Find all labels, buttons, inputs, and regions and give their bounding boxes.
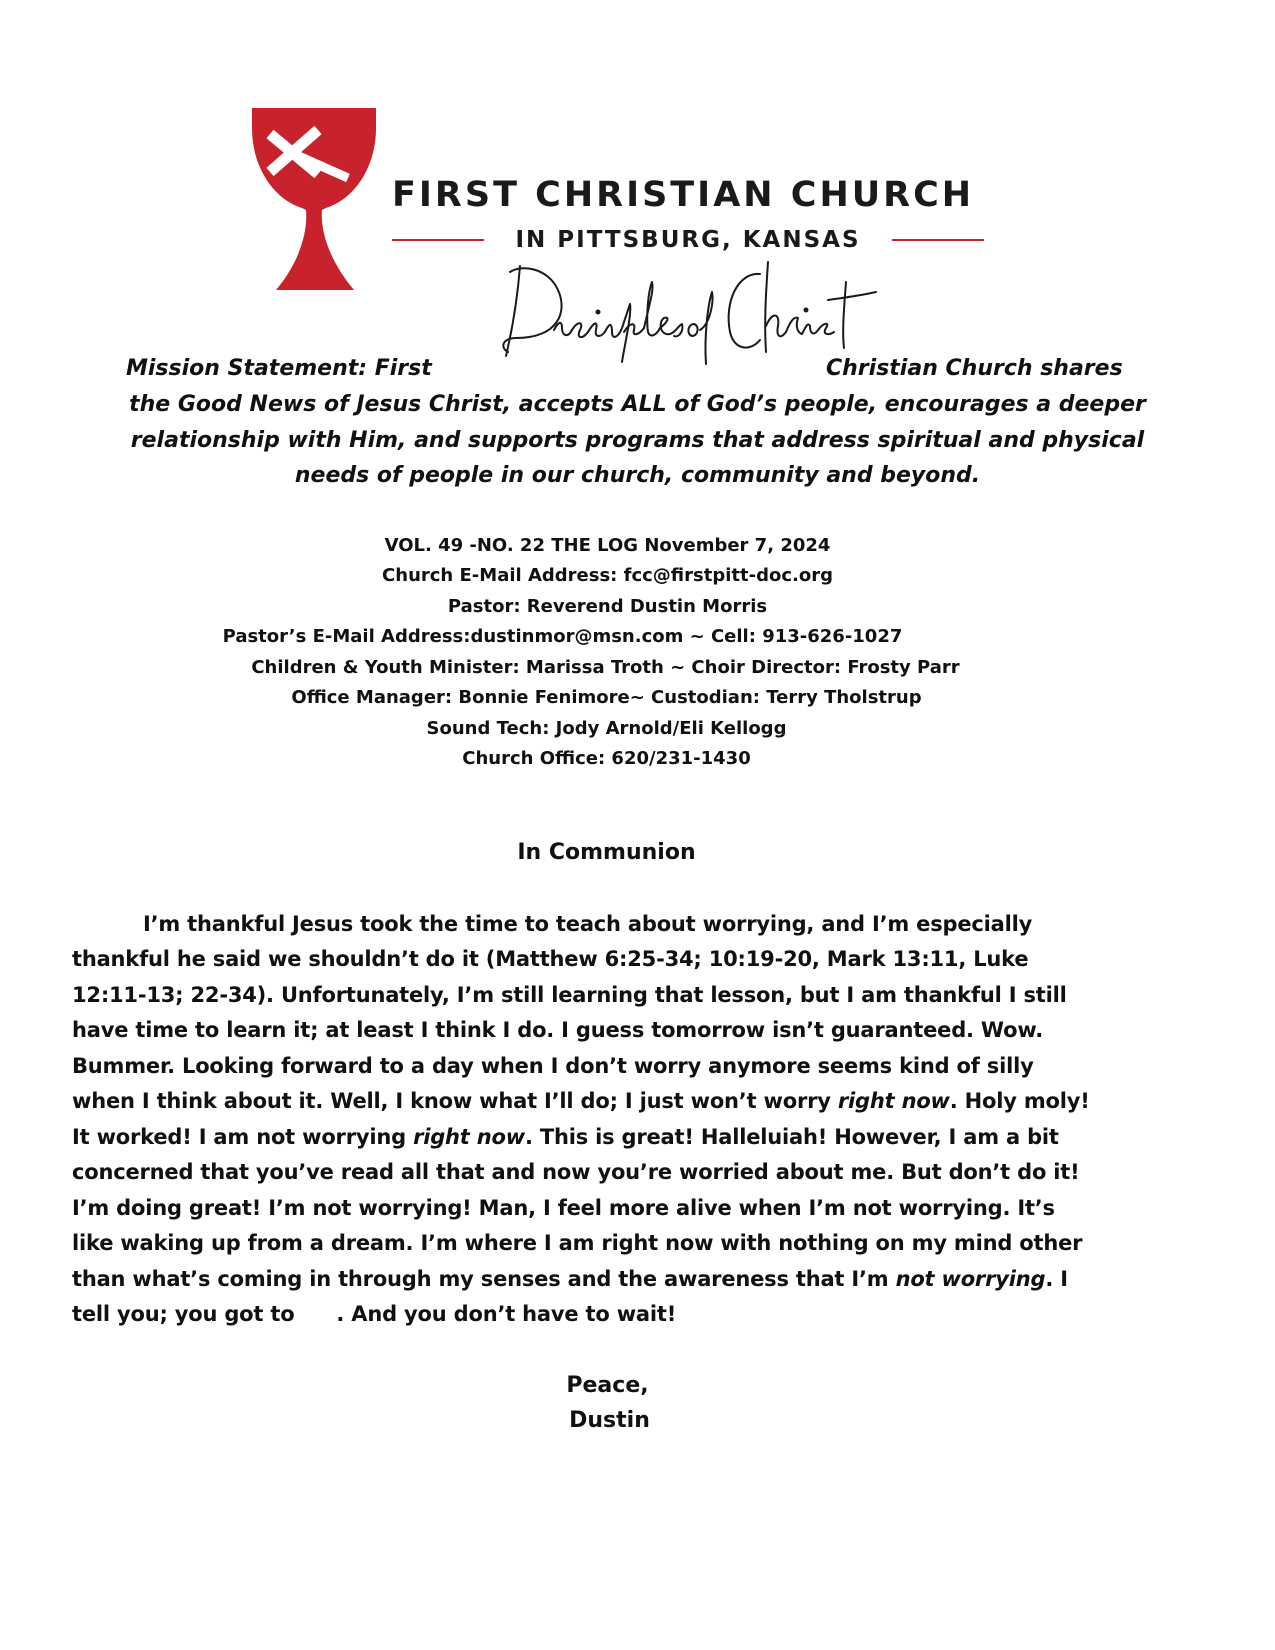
article-line: 12:11-13; 22-34). Unfortunately, I’m still learning that lesson, but I am thankful I still	[72, 983, 1067, 1007]
article-line: concerned that you’ve read all that and now you’re worried about me. But don’t do it!	[72, 1160, 1080, 1184]
article-text: It worked! I am not worrying	[72, 1125, 414, 1149]
article-text: tell you; you got to	[72, 1302, 295, 1326]
article-text: . Holy moly!	[949, 1089, 1090, 1113]
disciples-of-christ-wordmark	[498, 252, 884, 370]
article-line	[72, 1302, 1212, 1326]
right-divider	[892, 239, 984, 241]
mission-line-2: the Good News of Jesus Christ, accepts ALL of God’s people, encourages a deeper	[129, 392, 1146, 417]
mission-line-4: needs of people in our church, community and beyond.	[294, 463, 981, 488]
article-line: I’m doing great! I’m not worrying! Man, I feel more alive when I’m not worrying. It’s	[72, 1196, 1055, 1220]
mission-line-3: relationship with Him, and supports programs that address spiritual and physical	[130, 428, 1145, 453]
article-text: . This is great! Halleluiah! However, I am a bit	[524, 1125, 1059, 1149]
article-emphasis: right now	[413, 1125, 525, 1149]
article-text: when I think about it. Well, I know what I’ll do; I just won’t worry	[72, 1089, 838, 1113]
pastor-name: Pastor: Reverend Dustin Morris	[447, 596, 768, 617]
organization-name: FIRST CHRISTIAN CHURCH	[392, 175, 975, 215]
left-divider	[392, 239, 484, 241]
closing-salutation: Peace,	[566, 1373, 649, 1398]
article-line: Bummer. Looking forward to a day when I don’t worry anymore seems kind of silly	[72, 1054, 1034, 1078]
chalice-with-cross-icon	[252, 108, 376, 290]
article-line: have time to learn it; at least I think I do. I guess tomorrow isn’t guaranteed. Wow.	[72, 1018, 1043, 1042]
sound-tech: Sound Tech: Jody Arnold/Eli Kellogg	[426, 718, 787, 739]
article-line: I’m thankful Jesus took the time to teach about worrying, and I’m especially	[143, 912, 1033, 936]
ministers: Children & Youth Minister: Marissa Troth ~ Choir Director: Frosty Parr	[251, 657, 960, 678]
organization-location: IN PITTSBURG, KANSAS	[515, 227, 861, 253]
pastor-contact: Pastor’s E-Mail Address:dustinmor@msn.com ~ Cell: 913-626-1027	[222, 626, 903, 647]
mission-line-1-left: Mission Statement: First	[126, 356, 432, 381]
article-title: In Communion	[517, 840, 696, 865]
article-line	[72, 1267, 1212, 1291]
article-line: like waking up from a dream. I’m where I am right now with nothing on my mind other	[72, 1231, 1083, 1255]
mission-line-1-right: Christian Church shares	[826, 356, 1123, 381]
article-emphasis: not worrying	[895, 1267, 1046, 1291]
signature-name: Dustin	[569, 1408, 650, 1433]
location-row	[392, 225, 984, 255]
volume-issue-date: VOL. 49 -NO. 22 THE LOG November 7, 2024	[384, 535, 831, 556]
church-email: Church E-Mail Address: fcc@firstpitt-doc.org	[382, 565, 833, 586]
article-line	[72, 1089, 1212, 1113]
article-text: . I	[1045, 1267, 1068, 1291]
article-emphasis: right now	[837, 1089, 950, 1113]
article-text: than what’s coming in through my senses and the awareness that I’m	[72, 1267, 896, 1291]
article-line: thankful he said we shouldn’t do it (Matthew 6:25-34; 10:19-20, Mark 13:11, Luke	[72, 947, 1029, 971]
office-phone: Church Office: 620/231-1430	[462, 748, 751, 769]
article-text: . And you don’t have to wait!	[336, 1302, 677, 1326]
article-line	[72, 1125, 1212, 1149]
office-staff: Office Manager: Bonnie Fenimore~ Custodian: Terry Tholstrup	[291, 687, 922, 708]
